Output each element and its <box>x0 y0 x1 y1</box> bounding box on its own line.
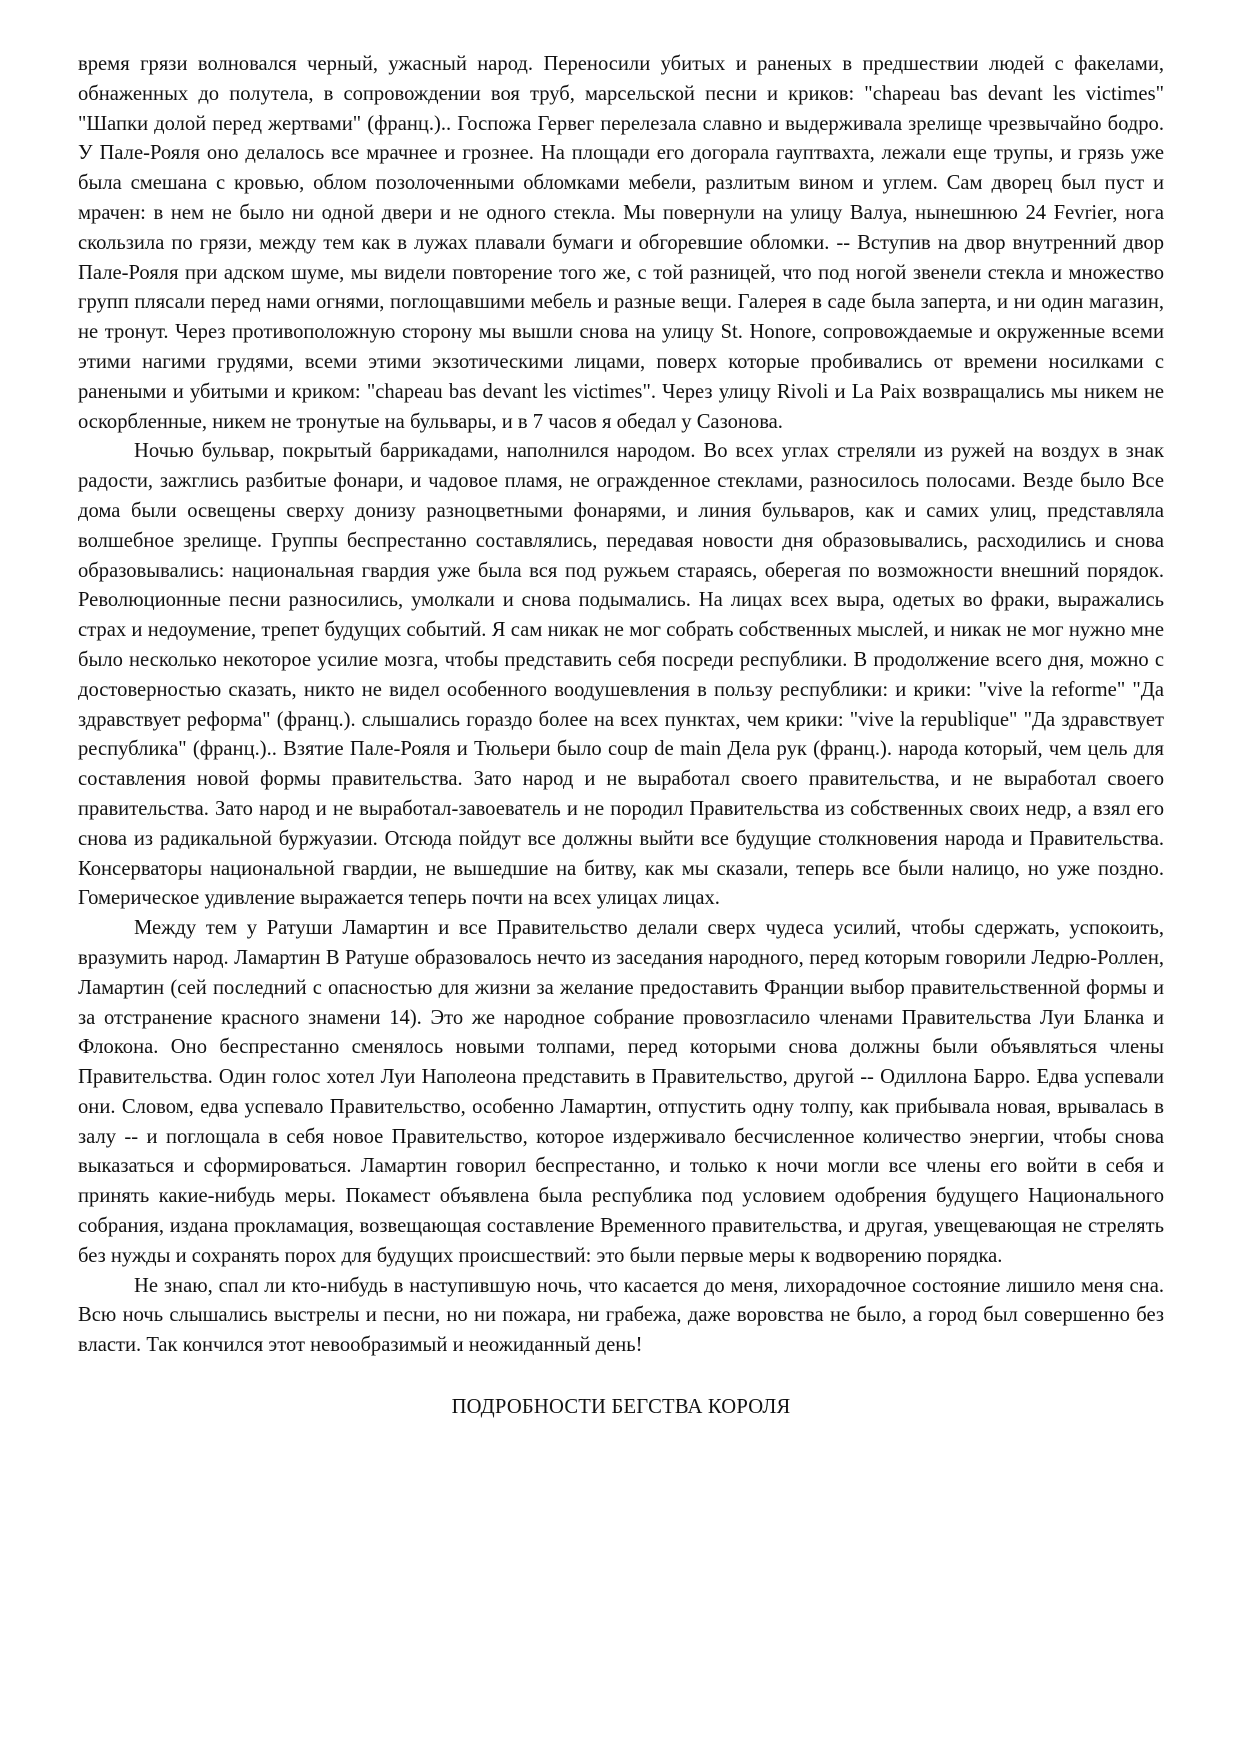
document-page <box>78 50 1164 1423</box>
section-heading: ПОДРОБНОСТИ БЕГСТВА КОРОЛЯ <box>451 1396 791 1419</box>
paragraph-2: Ночью бульвар, покрытый баррикадами, наполнился народом. Во всех углах стреляли из ружей на воздух в знак радости, зажглись разбитые фонари, и чадовое пламя, не огражденное стеклами, разносилось полосами. Везде было Все дома были освещены сверху донизу разноцветными фонарями, и линия бульваров, как и самих улиц, представляла волшебное зрелище. Группы беспрестанно составлялись, передавая новости дня образовывались, расходились и снова образовывались: национальная гвардия уже была вся под ружьем стараясь, оберегая по возможности внешний порядок. Революционные песни разносились, умолкали и снова подымались. На лицах всех выра, одетых во фраки, выражались страх и недоумение, трепет будущих событий. Я сам никак не мог собрать собственных мыслей, и никак не мог нужно мне было несколько некоторое усилие мозга, чтобы представить себя посреди республики. В продолжение всего дня, можно с достоверностью сказать, никто не видел особенного воодушевления в пользу республики: и крики: "vive la reforme" "Да здравствует реформа" (франц.). слышались гораздо более на всех пунктах, чем крики: "vive la republique" "Да здравствует республика" (франц.).. Взятие Пале-Рояля и Тюльери было coup de main Дела рук (франц.). народа который, чем цель для составления новой формы правительства. Зато народ и не выработал своего правительства, и не выработал своего правительства. Зато народ и не выработал-завоеватель и не породил Правительства из собственных своих недр, а взял его снова из радикальной буржуазии. Отсюда пойдут все должны выйти все будущие столкновения народа и Правительства. Консерваторы национальной гвардии, не вышедшие на битву, как мы сказали, теперь все были налицо, но уже поздно. Гомерическое удивление выражается теперь почти на всех улицах лицах. <box>78 440 1164 910</box>
paragraph-3: Между тем у Ратуши Ламартин и все Правительство делали сверх чудеса усилий, чтобы сдержать, успокоить, вразумить народ. Ламартин В Ратуше образовалось нечто из заседания народного, перед которым говорили Ледрю-Роллен, Ламартин (сей последний с опасностью для жизни за желание предоставить Франции выбор правительственной формы и за отстранение красного знамени 14). Это же народное собрание провозгласило членами Правительства Луи Бланка и Флокона. Оно беспрестанно сменялось новыми толпами, перед которыми снова должны были объявляться члены Правительства. Один голос хотел Луи Наполеона представить в Правительство, другой -- Одиллона Барро. Едва успевали они. Словом, едва успевало Правительство, особенно Ламартин, отпустить одну толпу, как прибывала новая, врывалась в залу -- и поглощала в себя новое Правительство, которое издерживало бесчисленное количество энергии, чтобы снова выказаться и сформироваться. Ламартин говорил беспрестанно, и только к ночи могли все члены его войти в себя и принять какие-нибудь меры. Покамест объявлена была республика под условием одобрения будущего Национального собрания, издана прокламация, возвещающая составление Временного правительства, и другая, увещевающая не стрелять без нужды и сохранять порох для будущих происшествий: это были первые меры к водворению порядка. <box>78 917 1164 1267</box>
paragraph-4: Не знаю, спал ли кто-нибудь в наступившую ночь, что касается до меня, лихорадочное состояние лишило меня сна. Всю ночь слышались выстрелы и песни, но ни пожара, ни грабежа, даже воровства не было, а город был совершенно без власти. Так кончился этот невообразимый и неожиданный день! <box>78 1274 1164 1357</box>
paragraph-1: время грязи волновался черный, ужасный народ. Переносили убитых и раненых в предшествии людей с факелами, обнаженных до полутела, в сопровождении воя труб, марсельской песни и криков: "chapeau bas devant les victimes" "Шапки долой перед жертвами" (франц.).. Госпожа Гервег перелезала славно и выдерживала зрелище чрезвычайно бодро. У Пале-Рояля оно делалось все мрачнее и грознее. На площади его догорала гауптвахта, лежали еще трупы, и грязь уже была смешана с кровью, облом позолоченными обломками мебели, разлитым вином и углем. Сам дворец был пуст и мрачен: в нем не было ни одной двери и не одного стекла. Мы повернули на улицу Валуа, нынешнюю 24 Fevrier, нога скользила по грязи, между тем как в лужах плавали бумаги и обгоревшие обломки. -- Вступив на двор внутренний двор Пале-Рояля при адском шуме, мы видели повторение того же, с той разницей, что под ногой звенели стекла и множество групп плясали перед нами огнями, поглощавшими мебель и разные вещи. Галерея в саде была заперта, и ни один магазин, не тронут. Через противоположную сторону мы вышли снова на улицу St. Honore, сопровождаемые и окруженные всеми этими нагими грудями, всеми этими экзотическими лицами, поверх которые пробивались от времени носилками с ранеными и убитыми и криком: "chapeau bas devant les victimes". Через улицу Rivoli и La Paix возвращались мы никем не оскорбленные, никем не тронутые на бульвары, и в 7 часов я обедал у Сазонова. <box>78 53 1164 433</box>
